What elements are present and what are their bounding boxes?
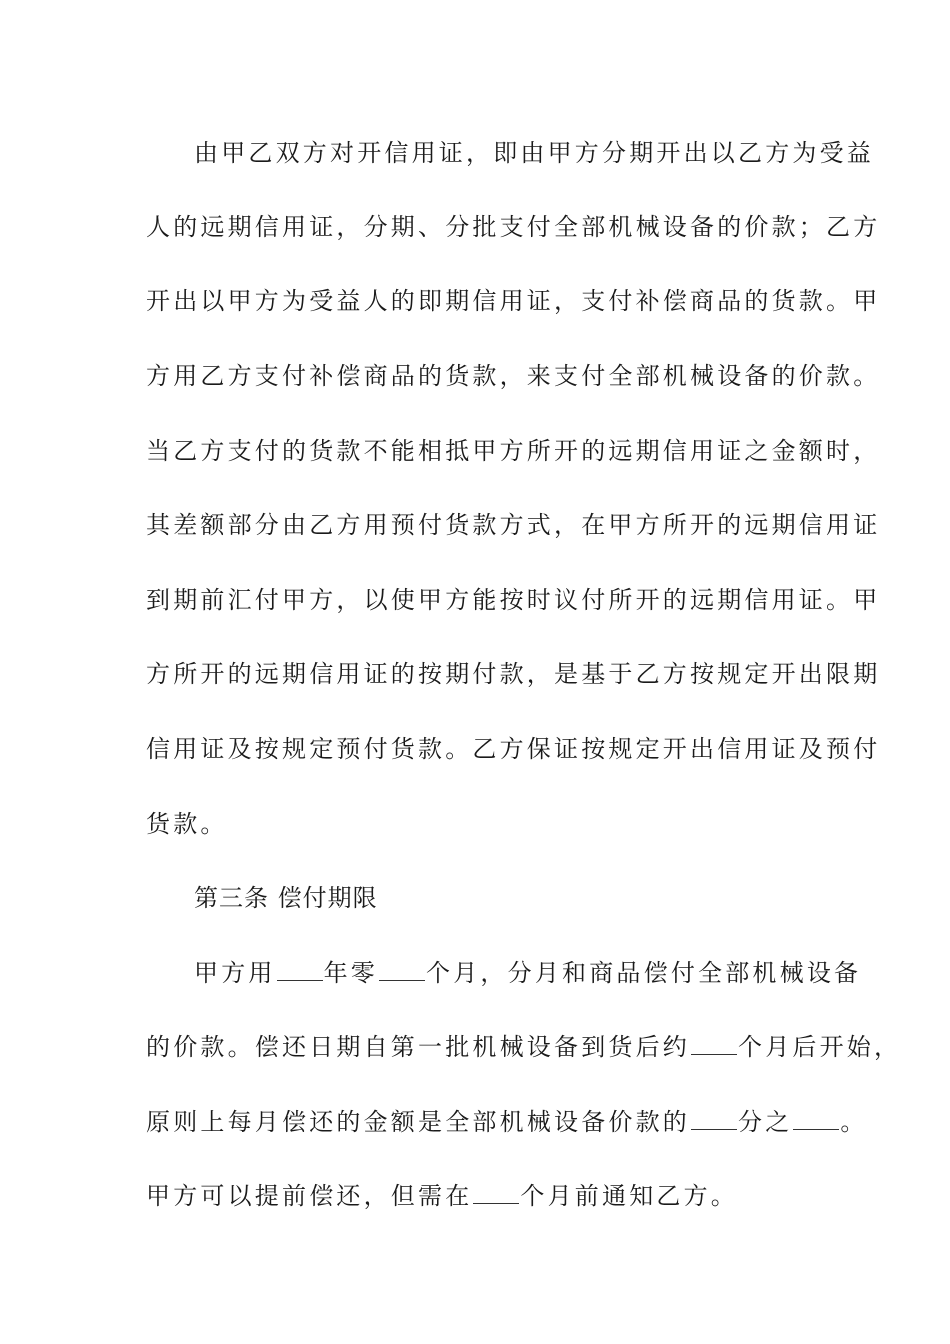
text-segment: 甲方可以提前偿还，但需在 [146,1182,473,1210]
text-segment: 的价款。偿还日期自第一批机械设备到货后约 [146,1033,690,1061]
text-segment: 分之 [738,1108,793,1136]
text-segment: 原则上每月偿还的金额是全部机械设备价款的 [146,1108,690,1136]
text-segment: 。 [840,1108,868,1136]
section3-line-2 [146,1032,902,1062]
section-heading: 第三条 偿付期限 [194,884,378,912]
text-segment: 年零 [323,959,379,987]
text-segment: 个月，分月和商品偿付全部机械设备 [426,959,862,987]
section3-line-1 [194,958,874,988]
paragraph-line-4: 方用乙方支付补偿商品的货款，来支付全部机械设备的价款。 [146,362,881,390]
fill-blank [691,1036,737,1055]
paragraph-line-7: 到期前汇付甲方，以使甲方能按时议付所开的远期信用证。甲 [146,586,881,614]
section3-line-4 [146,1181,826,1211]
paragraph-line-9: 信用证及按规定预付货款。乙方保证按规定开出信用证及预付 [146,735,881,763]
fill-blank [473,1185,519,1204]
paragraph-line-3: 开出以甲方为受益人的即期信用证，支付补偿商品的货款。甲 [146,287,881,315]
section3-line-3 [146,1107,868,1137]
text-segment: 甲方用 [194,959,276,987]
paragraph-line-10: 货款。 [146,810,228,838]
paragraph-line-2: 人的远期信用证，分期、分批支付全部机械设备的价款；乙方 [146,213,881,241]
fill-blank [379,962,425,981]
fill-blank [793,1111,839,1130]
paragraph-line-6: 其差额部分由乙方用预付货款方式，在甲方所开的远期信用证 [146,511,881,539]
fill-blank [277,962,323,981]
text-segment: 个月前通知乙方。 [520,1182,739,1210]
fill-blank [691,1111,737,1130]
paragraph-line-8: 方所开的远期信用证的按期付款，是基于乙方按规定开出限期 [146,660,881,688]
paragraph-line-1: 由甲乙双方对开信用证，即由甲方分期开出以乙方为受益 [194,139,874,167]
text-segment: 个月后开始， [738,1033,902,1061]
paragraph-line-5: 当乙方支付的货款不能相抵甲方所开的远期信用证之金额时， [146,437,881,465]
